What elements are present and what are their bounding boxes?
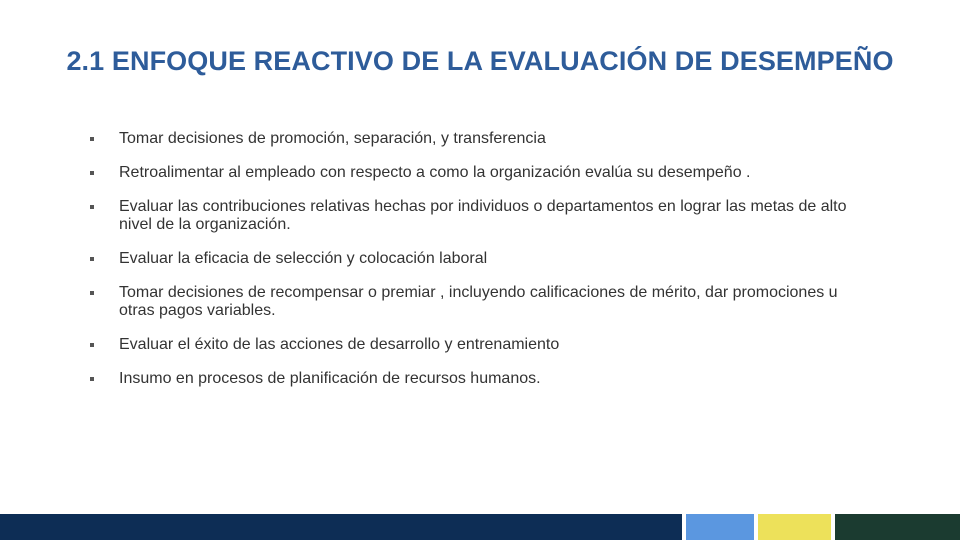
footer-navy-block	[0, 514, 682, 540]
square-bullet-icon	[90, 343, 94, 347]
square-bullet-icon	[90, 137, 94, 141]
bullet-item	[88, 370, 848, 388]
bullet-text: Evaluar las contribuciones relativas hechas por individuos o departamentos en lograr las metas de alto nivel de la organización.	[119, 198, 847, 233]
footer-color-bar	[0, 514, 960, 540]
square-bullet-icon	[90, 377, 94, 381]
bullet-item	[88, 130, 848, 148]
square-bullet-icon	[90, 171, 94, 175]
bullet-item	[88, 164, 848, 182]
slide-title: 2.1 ENFOQUE REACTIVO DE LA EVALUACIÓN DE DESEMPEÑO	[66, 46, 894, 76]
bullet-text: Tomar decisiones de promoción, separación, y transferencia	[119, 130, 546, 147]
bullet-text: Retroalimentar al empleado con respecto a como la organización evalúa su desempeño .	[119, 164, 751, 181]
bullet-item	[88, 250, 848, 268]
bullet-item	[88, 284, 848, 320]
bullet-item	[88, 336, 848, 354]
footer-yellow-block	[758, 514, 831, 540]
footer-green-block	[835, 514, 960, 540]
bullet-text: Insumo en procesos de planificación de recursos humanos.	[119, 370, 541, 387]
bullet-list	[88, 130, 848, 404]
bullet-text: Tomar decisiones de recompensar o premiar , incluyendo calificaciones de mérito, dar promociones u otras pagos variables.	[119, 284, 838, 319]
bullet-text: Evaluar la eficacia de selección y colocación laboral	[119, 250, 488, 267]
bullet-text: Evaluar el éxito de las acciones de desarrollo y entrenamiento	[119, 336, 560, 353]
square-bullet-icon	[90, 291, 94, 295]
square-bullet-icon	[90, 205, 94, 209]
square-bullet-icon	[90, 257, 94, 261]
bullet-item	[88, 198, 848, 234]
footer-blue-block	[686, 514, 754, 540]
